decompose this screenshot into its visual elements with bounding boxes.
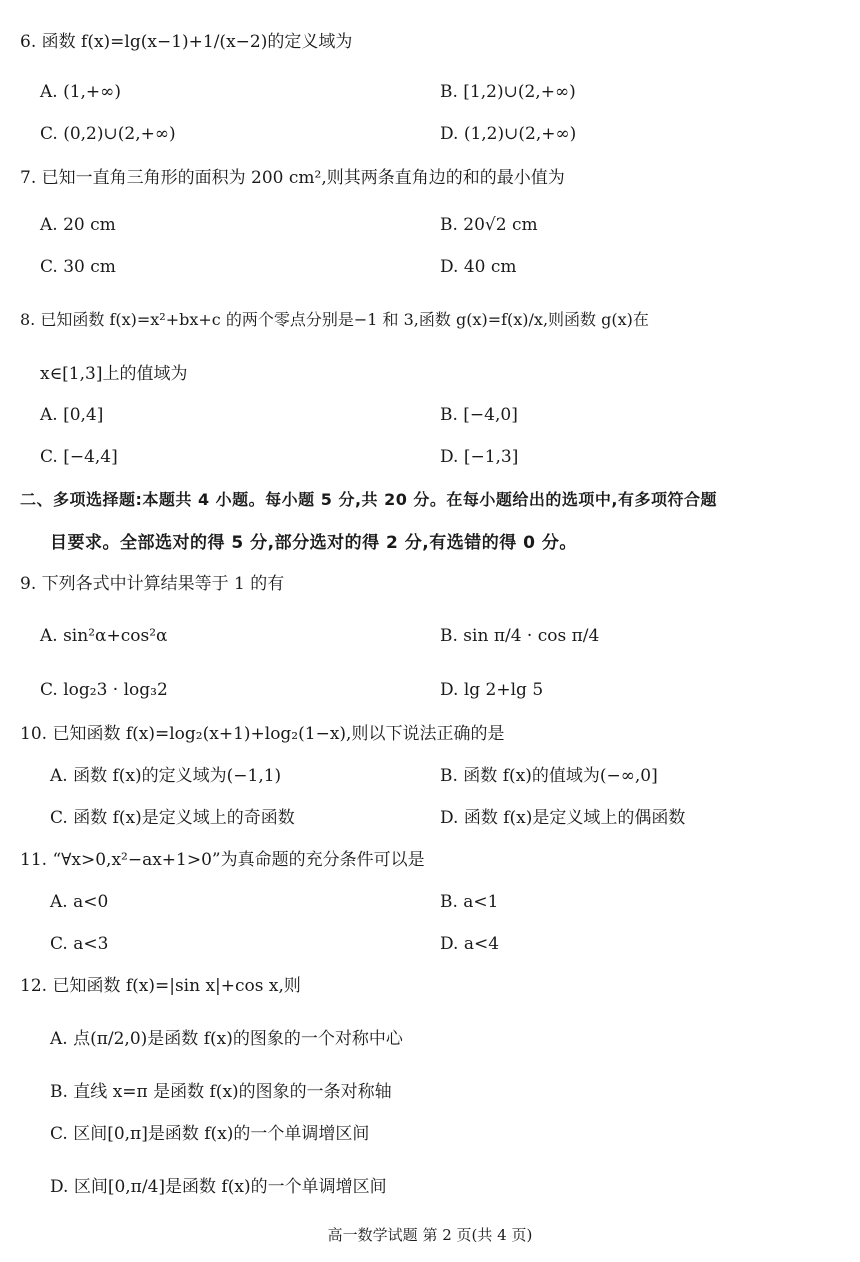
q9-option-b: B. sin π/4 · cos π/4 [440, 626, 600, 646]
q11-stem: 11. “∀x>0,x²−ax+1>0”为真命题的充分条件可以是 [20, 850, 425, 870]
q12-stem: 12. 已知函数 f(x)=|sin x|+cos x,则 [20, 976, 301, 996]
q7-option-b: B. 20√2 cm [440, 215, 538, 235]
q10-option-a: A. 函数 f(x)的定义域为(−1,1) [50, 766, 282, 786]
q12-option-a: A. 点(π/2,0)是函数 f(x)的图象的一个对称中心 [50, 1029, 403, 1049]
q11-option-a: A. a<0 [50, 892, 109, 912]
q11-option-d: D. a<4 [440, 934, 500, 954]
q7-option-a: A. 20 cm [40, 215, 116, 235]
q11-option-b: B. a<1 [440, 892, 499, 912]
q8-option-a: A. [0,4] [40, 405, 104, 425]
q10-option-d: D. 函数 f(x)是定义域上的偶函数 [440, 808, 686, 828]
q12-option-b: B. 直线 x=π 是函数 f(x)的图象的一条对称轴 [50, 1082, 392, 1102]
q7-option-d: D. 40 cm [440, 257, 517, 277]
q9-stem: 9. 下列各式中计算结果等于 1 的有 [20, 574, 285, 594]
q8-stem-line2: x∈[1,3]上的值域为 [40, 364, 188, 384]
q10-option-b: B. 函数 f(x)的值域为(−∞,0] [440, 766, 658, 786]
q7-option-c: C. 30 cm [40, 257, 116, 277]
q6-option-b: B. [1,2)∪(2,+∞) [440, 82, 576, 102]
q6-option-d: D. (1,2)∪(2,+∞) [440, 124, 577, 144]
q8-option-d: D. [−1,3] [440, 447, 519, 467]
q12-option-d: D. 区间[0,π/4]是函数 f(x)的一个单调增区间 [50, 1177, 387, 1197]
q8-option-b: B. [−4,0] [440, 405, 518, 425]
q10-option-c: C. 函数 f(x)是定义域上的奇函数 [50, 808, 295, 828]
section2-instructions-line1: 二、多项选择题:本题共 4 小题。每小题 5 分,共 20 分。在每小题给出的选项中,有多项符合题 [20, 490, 718, 509]
q8-option-c: C. [−4,4] [40, 447, 118, 467]
q8-stem-line1: 8. 已知函数 f(x)=x²+bx+c 的两个零点分别是−1 和 3,函数 g(x)=f(x)/x,则函数 g(x)在 [20, 310, 649, 329]
q9-option-a: A. sin²α+cos²α [40, 626, 168, 646]
q10-stem: 10. 已知函数 f(x)=log₂(x+1)+log₂(1−x),则以下说法正确的是 [20, 724, 505, 744]
q11-option-c: C. a<3 [50, 934, 109, 954]
q6-option-a: A. (1,+∞) [40, 82, 121, 102]
q9-option-d: D. lg 2+lg 5 [440, 680, 544, 700]
page-footer: 高一数学试题 第 2 页(共 4 页) [327, 1226, 533, 1244]
q7-stem: 7. 已知一直角三角形的面积为 200 cm²,则其两条直角边的和的最小值为 [20, 168, 565, 188]
q12-option-c: C. 区间[0,π]是函数 f(x)的一个单调增区间 [50, 1124, 370, 1144]
q6-stem: 6. 函数 f(x)=lg(x−1)+1/(x−2)的定义域为 [20, 32, 353, 52]
q9-option-c: C. log₂3 · log₃2 [40, 680, 168, 700]
section2-instructions-line2: 目要求。全部选对的得 5 分,部分选对的得 2 分,有选错的得 0 分。 [50, 533, 577, 553]
q6-option-c: C. (0,2)∪(2,+∞) [40, 124, 176, 144]
